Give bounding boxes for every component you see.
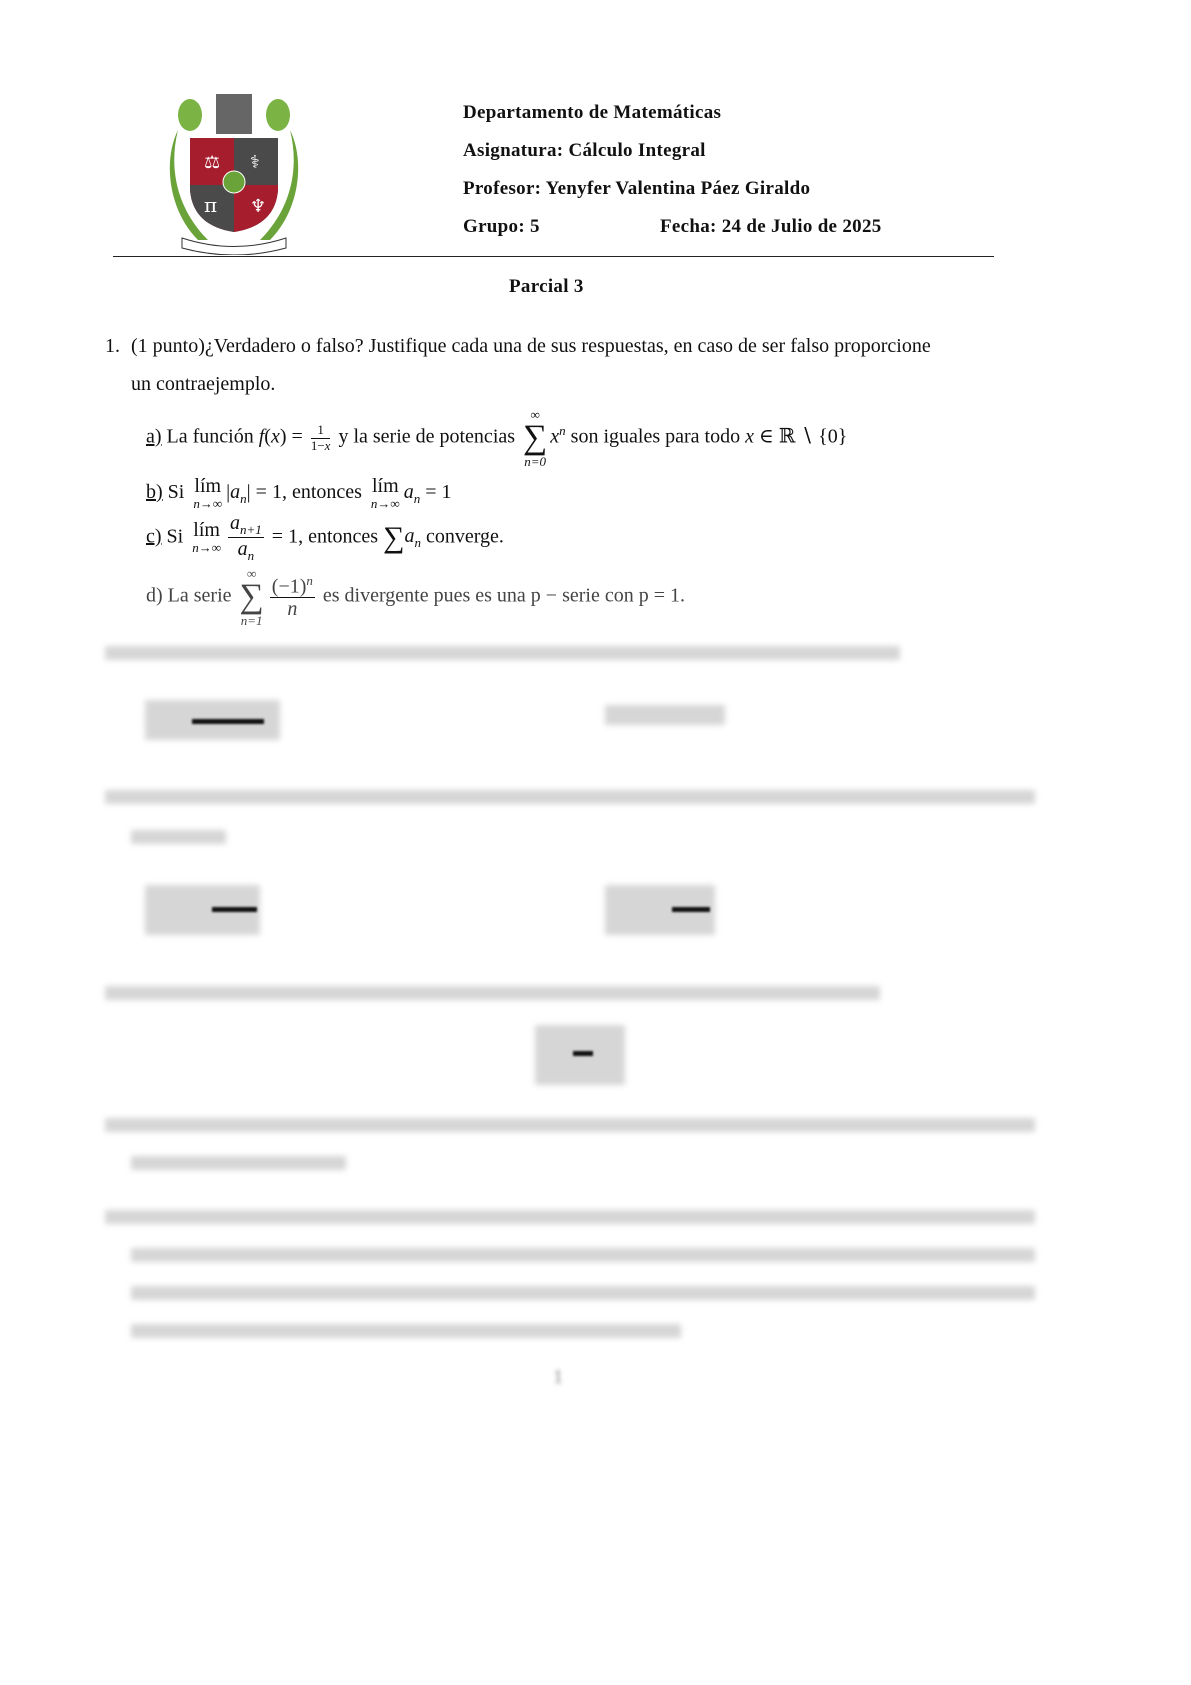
svg-text:⚖: ⚖ — [204, 152, 221, 173]
question-text: (1 punto)¿Verdadero o falso? Justifique cada una de sus respuestas, en caso de ser falso proporcione — [131, 335, 931, 357]
date: Fecha: 24 de Julio de 2025 — [660, 216, 882, 237]
exam-title: Parcial 3 — [509, 276, 584, 297]
svg-text:π: π — [204, 193, 218, 217]
question-number: 1. — [105, 335, 120, 357]
item-c: c) Si lím n→∞ $\frac{a_{n+1}}{a_n}$ = 1, entonces $\sum a_n$ converge. — [146, 512, 504, 564]
item-b: b) Si lím n→∞ $|a_n| = 1$, entonces lím n→∞ $a_n = 1$ — [146, 475, 452, 511]
professor: Profesor: Yenyfer Valentina Páez Giraldo — [463, 178, 811, 199]
department: Departamento de Matemáticas — [463, 102, 722, 123]
header-rule — [113, 256, 994, 257]
subject: Asignatura: Cálculo Integral — [463, 140, 706, 161]
question-text-cont: un contraejemplo. — [131, 373, 276, 395]
item-d: d) La serie ∞ ∑ n=1 $\frac{(-1)^n}{n}$ es divergente pues es una p − serie con p = 1. — [146, 566, 685, 628]
svg-text:⚕: ⚕ — [250, 152, 260, 173]
university-logo — [168, 90, 300, 255]
page-number: 1 — [553, 1366, 563, 1388]
svg-text:♆: ♆ — [250, 196, 267, 217]
item-a: a) La función f(x) = $\frac{1}{1-x}$ y la serie de potencias ∞ ∑ n=0 $x^n$ son iguales para todo x ∈ ℝ ∖ {0} — [146, 407, 848, 469]
group: Grupo: 5 — [463, 216, 540, 237]
